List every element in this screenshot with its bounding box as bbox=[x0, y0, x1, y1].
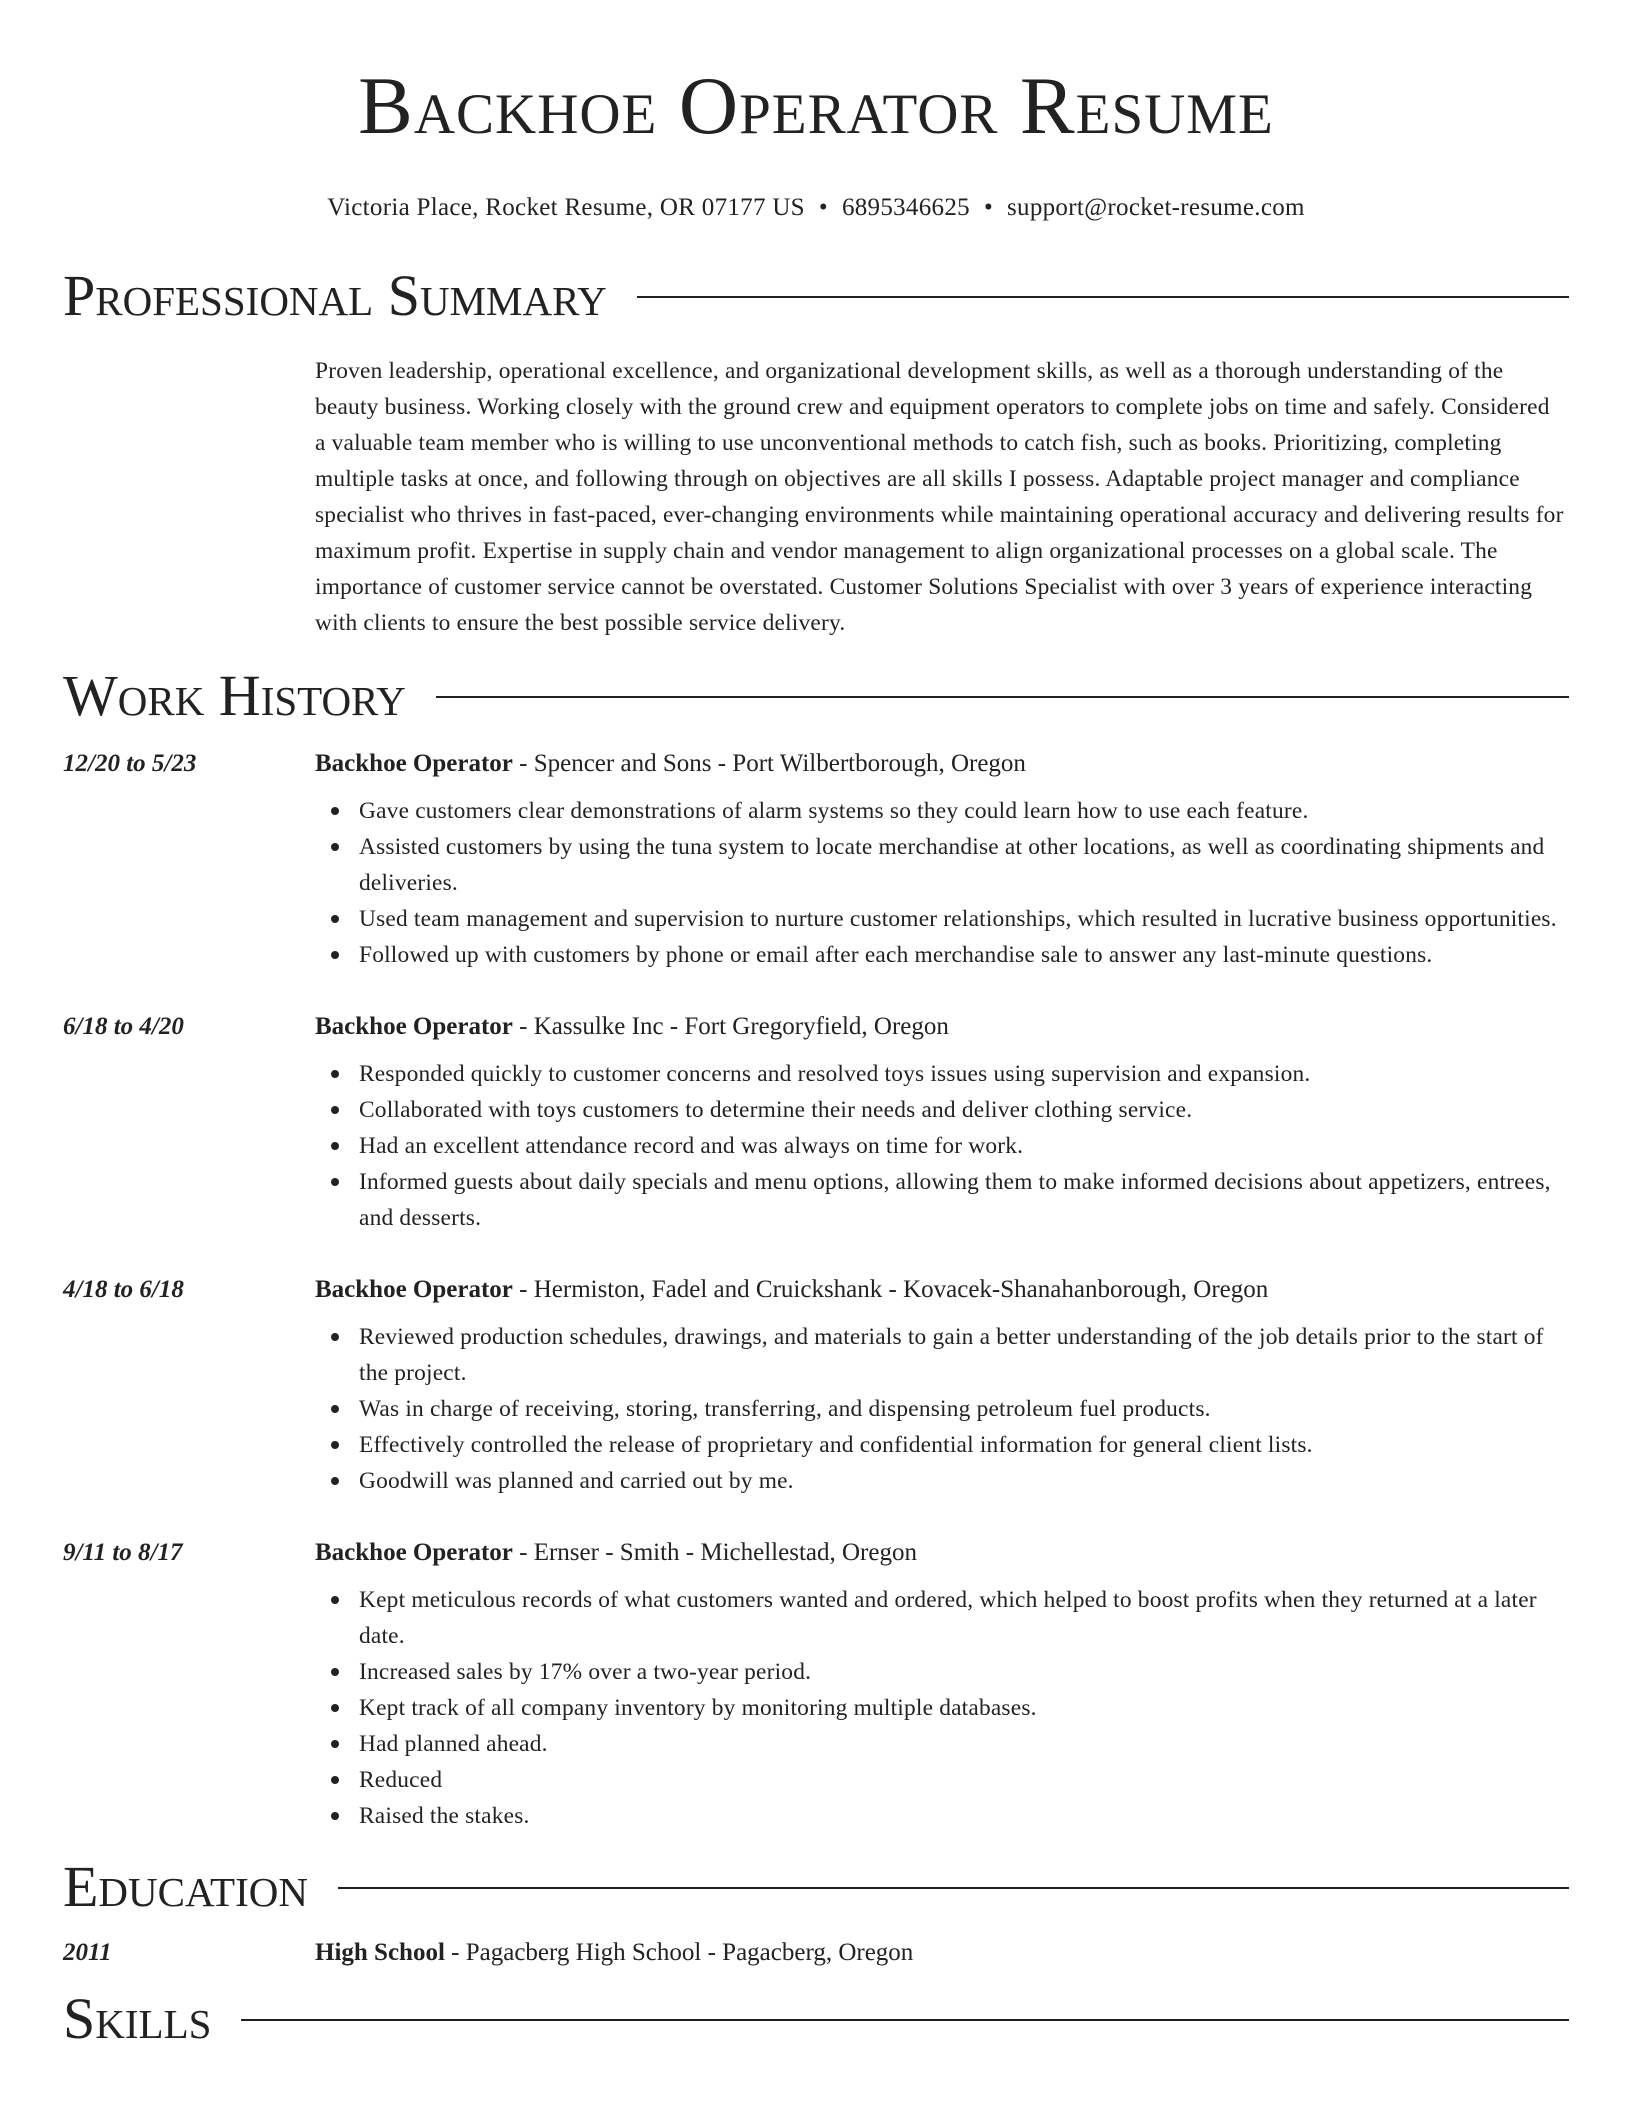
summary-row bbox=[63, 353, 1569, 641]
summary-text: Proven leadership, operational excellence, and organizational development skills, as well as a thorough understanding of the beauty business. Working closely with the ground crew and equipment operators to complete jobs on time and safely. Considered a valuable team member who is willing to use unconventional methods to catch fish, such as books. Prioritizing, completing multiple tasks at once, and following through on objectives are all skills I possess. Adaptable project manager and compliance specialist who thrives in fast-paced, ever-changing environments while maintaining operational accuracy and delivering results for maximum profit. Expertise in supply chain and vendor management to align organizational processes on a global scale. The importance of customer service cannot be overstated. Customer Solutions Specialist with over 3 years of experience interacting with clients to ensure the best possible service delivery. bbox=[315, 358, 1564, 636]
resume-title: Backhoe Operator Resume bbox=[358, 60, 1274, 151]
contact-line bbox=[0, 192, 1632, 224]
contact-address: Victoria Place, Rocket Resume, OR 07177 US bbox=[327, 194, 805, 221]
job-bullet: Kept track of all company inventory by monitoring multiple databases. bbox=[315, 1690, 1569, 1726]
job-bullet: Reviewed production schedules, drawings, and materials to gain a better understanding of the job details prior to the start of the project. bbox=[315, 1319, 1569, 1391]
contact-separator: • bbox=[983, 194, 993, 221]
skills-section bbox=[63, 1984, 1569, 2054]
job-bullet: Goodwill was planned and carried out by me. bbox=[315, 1463, 1569, 1499]
job-title: Backhoe Operator bbox=[315, 1276, 513, 1303]
job-bullet: Assisted customers by using the tuna system to locate merchandise at other locations, as well as coordinating shipments and deliveries. bbox=[315, 829, 1569, 901]
job-entry bbox=[63, 1011, 1569, 1236]
job-bullet: Had an excellent attendance record and was always on time for work. bbox=[315, 1128, 1569, 1164]
job-bullet: Had planned ahead. bbox=[315, 1726, 1569, 1762]
job-bullet: Used team management and supervision to nurture customer relationships, which resulted in lucrative business opportunities. bbox=[315, 901, 1569, 937]
job-employer-location: - Hermiston, Fadel and Cruickshank - Kovacek-Shanahanborough, Oregon bbox=[512, 1276, 1269, 1303]
job-bullet: Increased sales by 17% over a two-year period. bbox=[315, 1654, 1569, 1690]
job-heading bbox=[315, 1537, 1569, 1569]
job-entry bbox=[63, 1274, 1569, 1499]
job-bullet: Followed up with customers by phone or email after each merchandise sale to answer any last-minute questions. bbox=[315, 937, 1569, 973]
job-dates: 4/18 to 6/18 bbox=[63, 1276, 184, 1303]
job-bullet: Reduced bbox=[315, 1762, 1569, 1798]
job-dates: 12/20 to 5/23 bbox=[63, 750, 197, 777]
job-bullet: Collaborated with toys customers to determine their needs and deliver clothing service. bbox=[315, 1092, 1569, 1128]
job-entry bbox=[63, 748, 1569, 973]
section-heading bbox=[63, 661, 1569, 731]
work-history-section bbox=[63, 661, 1569, 1834]
contact-phone: 6895346625 bbox=[841, 194, 970, 221]
professional-summary-section bbox=[63, 261, 1569, 641]
job-bullet: Responded quickly to customer concerns and resolved toys issues using supervision and expansion. bbox=[315, 1056, 1569, 1092]
section-divider bbox=[436, 696, 1569, 698]
job-heading bbox=[315, 1011, 1569, 1043]
contact-separator: • bbox=[818, 194, 828, 221]
section-heading bbox=[63, 261, 1569, 331]
job-bullet: Informed guests about daily specials and menu options, allowing them to make informed decisions about appetizers, entrees, and desserts. bbox=[315, 1164, 1569, 1236]
job-heading bbox=[315, 1274, 1569, 1306]
education-degree: High School bbox=[315, 1939, 445, 1966]
job-dates: 6/18 to 4/20 bbox=[63, 1013, 184, 1040]
contact-email: support@rocket-resume.com bbox=[1007, 194, 1305, 221]
job-dates: 9/11 to 8/17 bbox=[63, 1539, 183, 1566]
job-employer-location: - Kassulke Inc - Fort Gregoryfield, Oregon bbox=[512, 1013, 949, 1040]
job-employer-location: - Ernser - Smith - Michellestad, Oregon bbox=[512, 1539, 917, 1566]
job-bullet: Raised the stakes. bbox=[315, 1798, 1569, 1834]
section-title-education: Education bbox=[63, 1854, 308, 1919]
job-bullet: Kept meticulous records of what customers wanted and ordered, which helped to boost profits when they returned at a later date. bbox=[315, 1582, 1569, 1654]
job-entry bbox=[63, 1537, 1569, 1834]
section-title-work-history: Work History bbox=[63, 663, 406, 728]
resume-header bbox=[0, 0, 1632, 224]
job-title: Backhoe Operator bbox=[315, 750, 513, 777]
job-title: Backhoe Operator bbox=[315, 1539, 513, 1566]
education-heading bbox=[315, 1937, 1569, 1969]
job-bullets bbox=[315, 1582, 1569, 1834]
job-bullet: Gave customers clear demonstrations of alarm systems so they could learn how to use each feature. bbox=[315, 793, 1569, 829]
section-heading bbox=[63, 1852, 1569, 1922]
job-bullet: Effectively controlled the release of proprietary and confidential information for general client lists. bbox=[315, 1427, 1569, 1463]
job-title: Backhoe Operator bbox=[315, 1013, 513, 1040]
section-title-skills: Skills bbox=[63, 1986, 212, 2051]
section-title-summary: Professional Summary bbox=[63, 263, 607, 328]
job-heading bbox=[315, 748, 1569, 780]
education-section bbox=[63, 1852, 1569, 1969]
section-divider bbox=[637, 296, 1569, 298]
job-bullets bbox=[315, 793, 1569, 973]
section-divider bbox=[241, 2019, 1569, 2021]
education-school-location: - Pagacberg High School - Pagacberg, Oregon bbox=[444, 1939, 914, 1966]
section-divider bbox=[338, 1887, 1569, 1889]
job-bullets bbox=[315, 1056, 1569, 1236]
job-bullet: Was in charge of receiving, storing, transferring, and dispensing petroleum fuel products. bbox=[315, 1391, 1569, 1427]
education-entry bbox=[63, 1937, 1569, 1969]
job-employer-location: - Spencer and Sons - Port Wilbertborough, Oregon bbox=[512, 750, 1026, 777]
job-bullets bbox=[315, 1319, 1569, 1499]
education-year: 2011 bbox=[63, 1939, 112, 1966]
section-heading bbox=[63, 1984, 1569, 2054]
